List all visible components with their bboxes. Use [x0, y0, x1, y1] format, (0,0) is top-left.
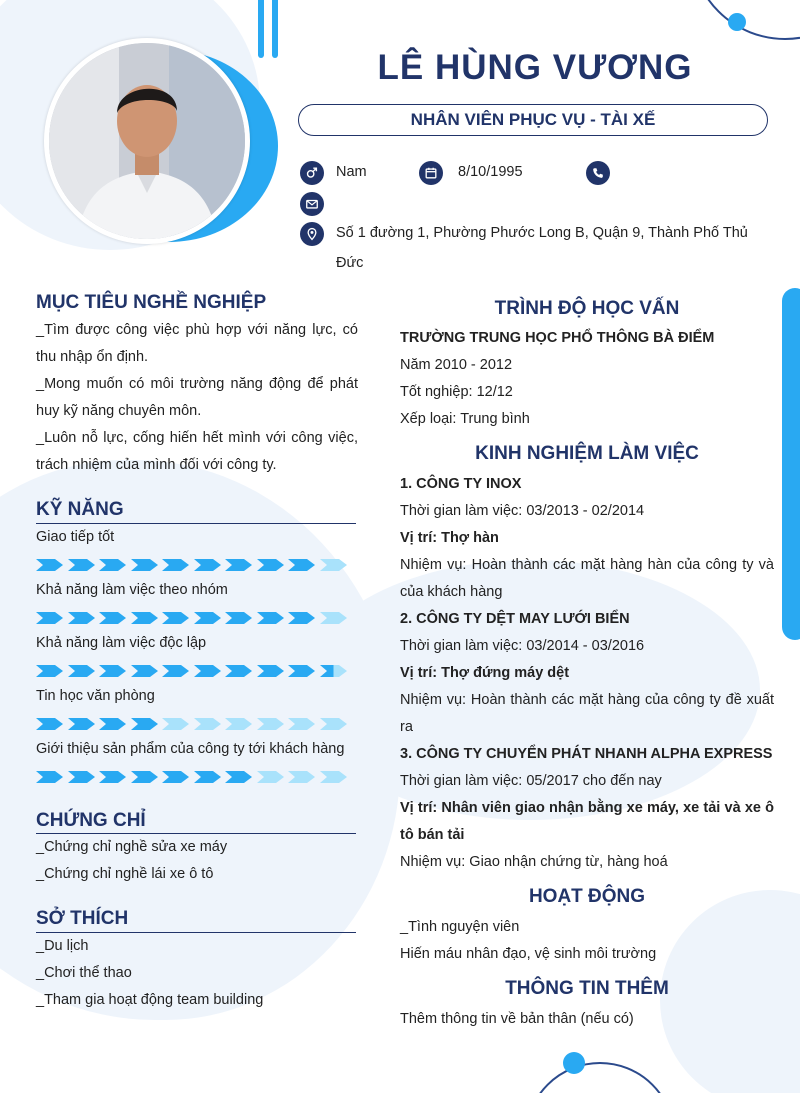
education-graduation: Tốt nghiệp: 12/12	[400, 384, 513, 400]
job-period: Thời gian làm việc: 03/2013 - 02/2014	[400, 503, 645, 519]
job-title: NHÂN VIÊN PHỤC VỤ - TÀI XẾ	[410, 110, 656, 129]
address-line-2: Đức	[336, 255, 364, 271]
extra-info-heading: THÔNG TIN THÊM	[505, 978, 669, 999]
decor-bar-right	[272, 0, 278, 58]
skill-level-step	[288, 718, 315, 730]
skill-label: Giao tiếp tốt	[36, 529, 115, 545]
skills-divider	[36, 523, 356, 524]
objective-item: _Luôn nỗ lực, cống hiến hết mình với công việc, trách nhiệm của mình đối với công ty.	[36, 430, 358, 473]
skill-level-step	[320, 665, 347, 677]
activity-item: _Tình nguyện viên	[400, 919, 520, 935]
job-company: 2. CÔNG TY DỆT MAY LƯỚI BIỂN	[400, 611, 630, 627]
skill-level-step	[194, 559, 221, 571]
education-years: Năm 2010 - 2012	[400, 357, 513, 373]
skill-level-step	[257, 771, 284, 783]
hobby-item: _Du lịch	[36, 938, 89, 954]
decor-ring-bottom	[525, 1062, 675, 1093]
skill-label: Khả năng làm việc theo nhóm	[36, 582, 228, 598]
skill-level-step	[131, 718, 158, 730]
skill-level-step	[68, 771, 95, 783]
skill-level-step	[288, 612, 315, 624]
skill-level-step	[320, 718, 347, 730]
skill-level-step	[194, 718, 221, 730]
skills-heading: KỸ NĂNG	[36, 499, 124, 520]
skill-level-step	[162, 559, 189, 571]
objective-item: _Mong muốn có môi trường năng động để phát huy kỹ năng chuyên môn.	[36, 376, 358, 419]
profile-photo	[44, 38, 250, 244]
job-duty: Nhiệm vụ: Hoàn thành các mặt hàng hàn của công ty và của khách hàng	[400, 557, 774, 600]
skill-label: Giới thiệu sản phẩm của công ty tới khách hàng	[36, 741, 345, 757]
skill-level-step	[68, 718, 95, 730]
skill-label: Khả năng làm việc độc lập	[36, 635, 207, 651]
candidate-name: LÊ HÙNG VƯƠNG	[377, 48, 693, 87]
skill-level-step	[68, 612, 95, 624]
skill-level-step	[320, 612, 347, 624]
gender-icon	[300, 161, 324, 185]
location-icon	[300, 222, 324, 246]
skill-level-step	[131, 612, 158, 624]
skill-level-step	[225, 771, 252, 783]
hobbies-divider	[36, 932, 356, 933]
calendar-icon	[419, 161, 443, 185]
skill-level-step	[131, 559, 158, 571]
skill-level-step	[257, 665, 284, 677]
skill-level-step	[320, 559, 347, 571]
skill-level-step	[257, 559, 284, 571]
skill-level-step	[162, 665, 189, 677]
skill-level-step	[194, 665, 221, 677]
skill-level-step	[36, 718, 63, 730]
skill-level-step	[225, 665, 252, 677]
skill-level-step	[99, 718, 126, 730]
skill-level-step	[36, 612, 63, 624]
skill-level-bar	[36, 716, 356, 732]
skill-level-step	[99, 559, 126, 571]
skill-level-step	[225, 612, 252, 624]
hobby-item: _Chơi thể thao	[36, 965, 132, 981]
hobbies-heading: SỞ THÍCH	[36, 908, 129, 929]
skill-level-step	[36, 665, 63, 677]
skill-level-step	[162, 612, 189, 624]
skill-level-step	[194, 612, 221, 624]
job-position: Vị trí: Thợ đứng máy dệt	[400, 665, 570, 681]
person-icon	[49, 43, 245, 239]
skill-level-step	[257, 718, 284, 730]
skill-level-step	[68, 559, 95, 571]
job-duty: Nhiệm vụ: Hoàn thành các mặt hàng của công ty đề xuất ra	[400, 692, 774, 735]
certificates-divider	[36, 833, 356, 834]
skill-level-bar	[36, 769, 356, 785]
skill-level-step	[225, 559, 252, 571]
skill-level-step	[99, 612, 126, 624]
gender-value: Nam	[336, 164, 367, 180]
job-company: 1. CÔNG TY INOX	[400, 476, 522, 492]
education-heading: TRÌNH ĐỘ HỌC VẤN	[494, 298, 680, 319]
objective-item: _Tìm được công việc phù hợp với năng lực, có thu nhập ổn định.	[36, 322, 358, 365]
skill-level-bar	[36, 557, 356, 573]
decor-dot-top-right	[728, 13, 746, 31]
education-rank: Xếp loại: Trung bình	[400, 411, 530, 427]
skill-level-step	[162, 771, 189, 783]
skill-level-step	[68, 665, 95, 677]
skill-level-step	[194, 771, 221, 783]
skill-level-step	[320, 771, 347, 783]
hobby-item: _Tham gia hoạt động team building	[36, 992, 264, 1008]
job-title-badge	[298, 104, 768, 136]
decor-bar-left	[258, 0, 264, 58]
skill-level-step	[162, 718, 189, 730]
extra-info-text: Thêm thông tin về bản thân (nếu có)	[400, 1011, 634, 1027]
skill-level-step	[36, 559, 63, 571]
job-period: Thời gian làm việc: 03/2014 - 03/2016	[400, 638, 645, 654]
job-company: 3. CÔNG TY CHUYỂN PHÁT NHANH ALPHA EXPRESS	[400, 746, 773, 762]
skill-level-step	[99, 771, 126, 783]
birthdate-value: 8/10/1995	[458, 164, 523, 180]
experience-heading: KINH NGHIỆM LÀM VIỆC	[475, 443, 699, 464]
certificates-heading: CHỨNG CHỈ	[36, 810, 146, 831]
skill-level-bar	[36, 610, 356, 626]
skill-level-step	[99, 665, 126, 677]
skill-level-step	[288, 771, 315, 783]
phone-icon	[586, 161, 610, 185]
activity-item: Hiến máu nhân đạo, vệ sinh môi trường	[400, 946, 657, 962]
skill-level-step	[288, 665, 315, 677]
skill-level-step	[131, 665, 158, 677]
skill-level-bar	[36, 663, 356, 679]
skill-level-step	[225, 718, 252, 730]
certificate-item: _Chứng chỉ nghề sửa xe máy	[36, 839, 228, 855]
certificate-item: _Chứng chỉ nghề lái xe ô tô	[36, 866, 214, 882]
job-period: Thời gian làm việc: 05/2017 cho đến nay	[400, 773, 662, 789]
decor-dot-bottom	[563, 1052, 585, 1074]
skill-level-step	[257, 612, 284, 624]
skill-level-step	[288, 559, 315, 571]
decor-bar-right-edge	[782, 288, 800, 640]
school-name: TRƯỜNG TRUNG HỌC PHỔ THÔNG BÀ ĐIỂM	[400, 330, 715, 346]
job-position: Vị trí: Nhân viên giao nhận bằng xe máy, xe tải và xe ô tô bán tải	[400, 800, 774, 843]
job-duty: Nhiệm vụ: Giao nhận chứng từ, hàng hoá	[400, 854, 668, 870]
objective-heading: MỤC TIÊU NGHỀ NGHIỆP	[36, 292, 267, 313]
address-line-1: Số 1 đường 1, Phường Phước Long B, Quận 9, Thành Phố Thủ	[336, 225, 748, 241]
skill-level-step	[36, 771, 63, 783]
activities-heading: HOẠT ĐỘNG	[528, 886, 646, 907]
skill-level-step	[131, 771, 158, 783]
skill-label: Tin học văn phòng	[36, 688, 155, 704]
job-position: Vị trí: Thợ hàn	[400, 530, 499, 546]
email-icon	[300, 192, 324, 216]
